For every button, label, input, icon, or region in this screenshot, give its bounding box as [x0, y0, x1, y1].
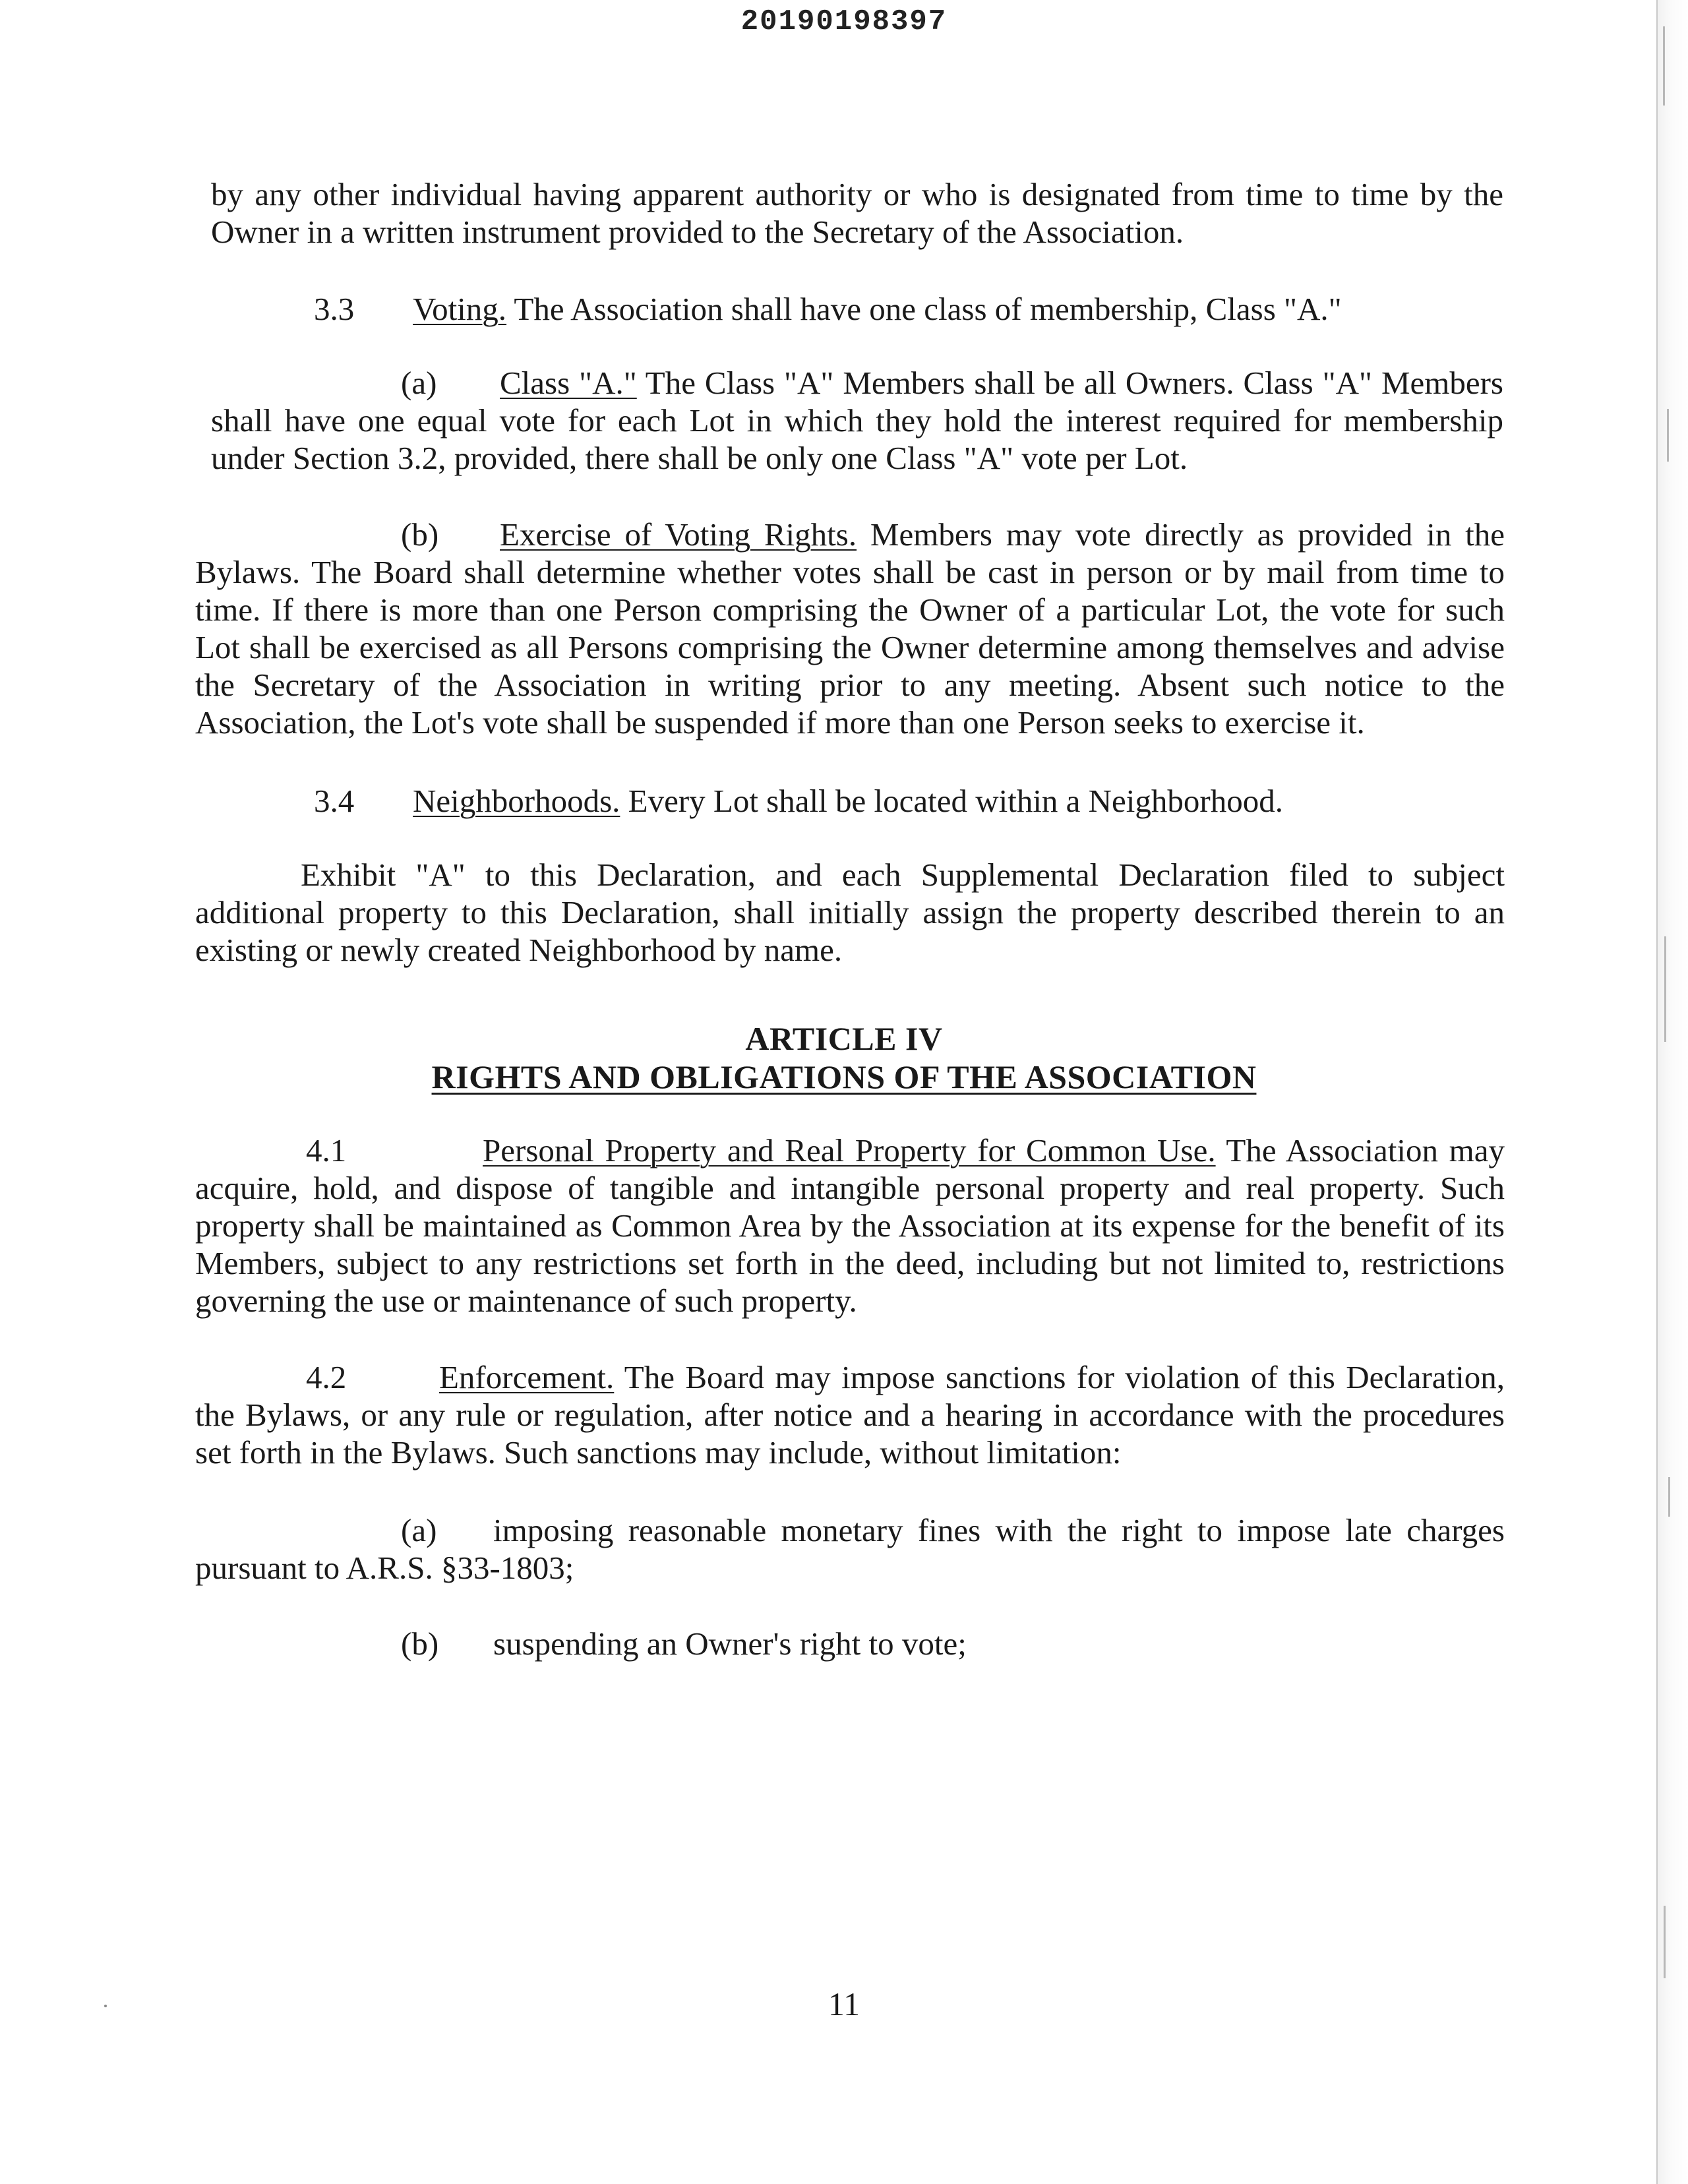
paragraph-text: Exhibit "A" to this Declaration, and each Supplemental Declaration filed to subject additional property to this Declaration, shall initially assign the property described therein to an existing or newly created Neighborhood by name.	[195, 857, 1505, 968]
subsection-label: (b)	[401, 516, 439, 553]
section-text: The Association may acquire, hold, and dispose of tangible and intangible personal property and real property. Such property shall be maintained as Common Area by the Association at its expense for the benefit of its Members, subject to any restrictions set forth in the deed, including but not limited to, restrictions governing the use or maintenance of such property.	[195, 1132, 1505, 1319]
subsection-label: (a)	[401, 365, 437, 401]
subsection-3-3-a	[211, 364, 1503, 477]
subsection-label: (b)	[401, 1625, 439, 1662]
exhibit-paragraph	[195, 856, 1505, 969]
subsection-title: Class "A."	[500, 365, 637, 401]
paragraph-text: by any other individual having apparent authority or who is designated from time to time by the Owner in a written instrument provided to the Secretary of the Association.	[211, 176, 1503, 250]
section-4-1	[195, 1132, 1505, 1320]
subsection-4-2-a	[195, 1511, 1505, 1587]
section-number: 4.1	[306, 1132, 347, 1168]
section-3-4	[211, 782, 1503, 820]
subsection-4-2-b	[195, 1625, 1505, 1662]
page-number: 11	[828, 1986, 860, 2022]
article-subheading	[0, 1058, 1688, 1096]
document-number: 20190198397	[740, 5, 948, 38]
section-number: 4.2	[306, 1359, 347, 1395]
section-title: Voting.	[413, 291, 507, 327]
article-subheading-text: RIGHTS AND OBLIGATIONS OF THE ASSOCIATION	[431, 1058, 1257, 1095]
section-4-2	[195, 1358, 1505, 1471]
paragraph-continuation	[211, 175, 1503, 251]
subsection-3-3-b	[195, 516, 1505, 741]
subsection-title: Exercise of Voting Rights.	[500, 516, 857, 553]
section-number: 3.4	[314, 783, 355, 819]
section-text: The Association shall have one class of membership, Class "A."	[506, 291, 1342, 327]
subsection-text: imposing reasonable monetary fines with the right to impose late charges pursuant to A.R.S. §33-1803;	[195, 1512, 1505, 1586]
section-number: 3.3	[314, 291, 355, 327]
section-title: Enforcement.	[439, 1359, 615, 1395]
section-title: Personal Property and Real Property for Common Use.	[483, 1132, 1216, 1168]
section-3-3	[211, 290, 1503, 328]
section-title: Neighborhoods.	[413, 783, 620, 819]
subsection-text: suspending an Owner's right to vote;	[493, 1625, 967, 1662]
subsection-text: Members may vote directly as provided in the Bylaws. The Board shall determine whether votes shall be cast in person or by mail from time to time. If there is more than one Person comprising the Owner of a particular Lot, the vote for such Lot shall be exercised as all Persons comprising the Owner determine among themselves and advise the Secretary of the Association in writing prior to any meeting. Absent such notice to the Association, the Lot's vote shall be suspended if more than one Person seeks to exercise it.	[195, 516, 1505, 741]
subsection-label: (a)	[401, 1512, 437, 1548]
article-heading: ARTICLE IV	[745, 1020, 943, 1057]
subsection-text: The Class "A" Members shall be all Owners. Class "A" Members shall have one equal vote for each Lot in which they hold the interest required for membership under Section 3.2, provided, there shall be only one Class "A" vote per Lot.	[211, 365, 1504, 476]
section-text: Every Lot shall be located within a Neighborhood.	[620, 783, 1283, 819]
section-text: The Board may impose sanctions for violation of this Declaration, the Bylaws, or any rule or regulation, after notice and a hearing in accordance with the procedures set forth in the Bylaws. Such sanctions may include, without limitation:	[195, 1359, 1505, 1471]
